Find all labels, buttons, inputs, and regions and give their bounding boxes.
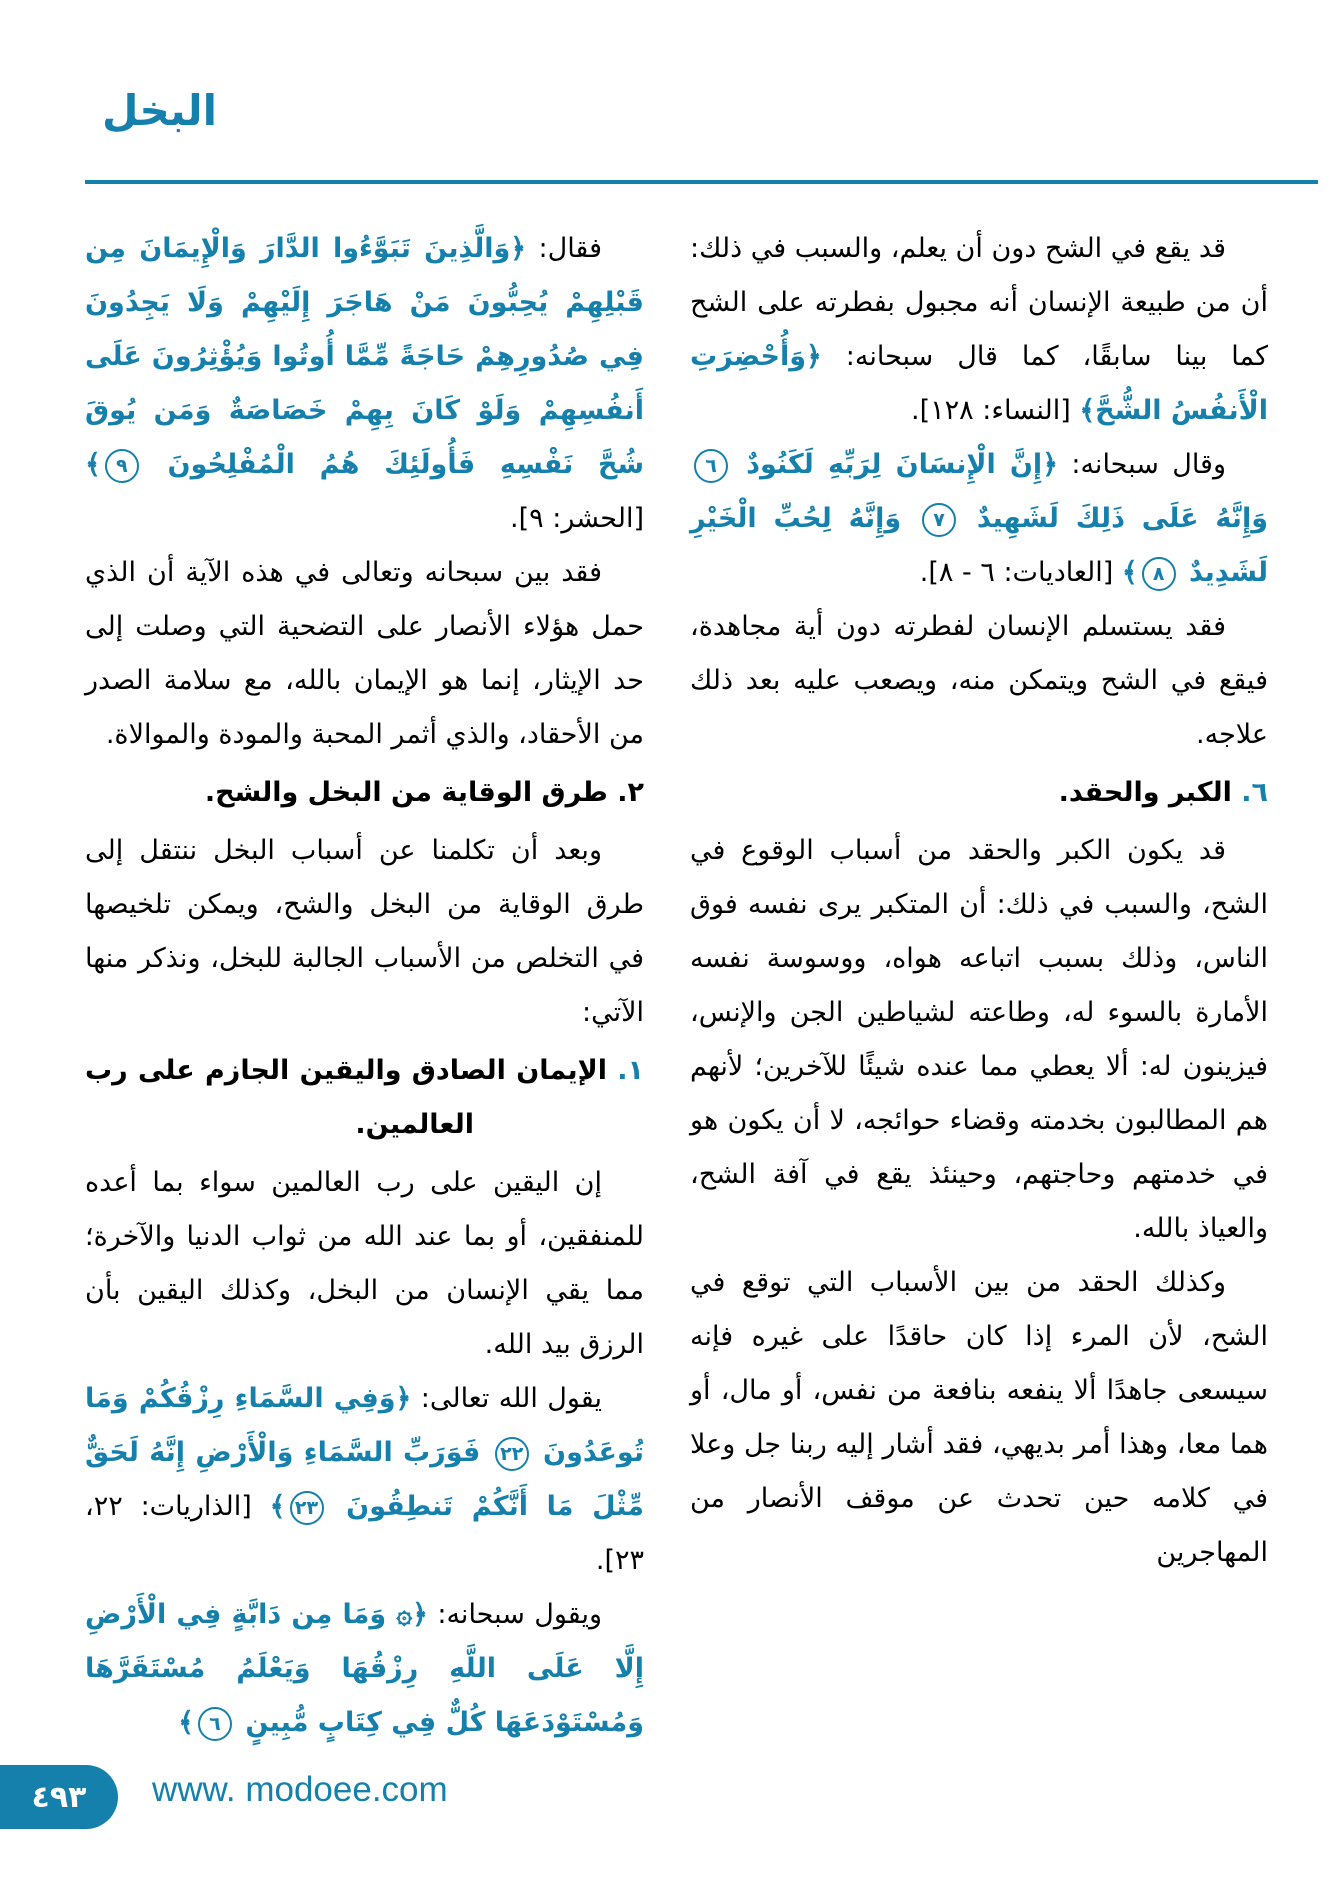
quran-verse: ﴾ [269, 1491, 286, 1522]
ayah-number-marker: ٢٢ [495, 1437, 529, 1471]
body-text: فقد يستسلم الإنسان لفطرته دون أية مجاهدة، فيقع في الشح ويتمكن منه، ويصعب عليه بعد ذلك علاجه. [690, 611, 1268, 750]
body-text: إن اليقين على رب العالمين سواء بما أعده للمنفقين، أو بما عند الله من ثواب الدنيا والآخرة؛ مما يقي الإنسان من البخل، وكذلك اليقين بأن الرزق بيد الله. [85, 1167, 644, 1360]
body-text: ويقول سبحانه: [428, 1599, 602, 1630]
verse-reference: [الحشر: ٩]. [510, 503, 644, 534]
quran-verse: ﴾ [178, 1707, 194, 1738]
verse-reference: [العاديات: ٦ - ٨]. [919, 557, 1122, 588]
quran-verse: وَإِنَّهُ عَلَى ذَلِكَ لَشَهِيدٌ [960, 503, 1268, 534]
quran-verse: ﴿۞ وَمَا مِن دَابَّةٍ فِي الْأَرْضِ إِلَّا عَلَى اللَّهِ رِزْقُهَا وَيَعْلَمُ مُسْتَقَرَّهَا وَمُسْتَوْدَعَهَا كُلٌّ فِي كِتَابٍ مُّبِينٍ [85, 1599, 644, 1738]
quran-verse: ﴿إِنَّ الْإِنسَانَ لِرَبِّهِ لَكَنُودٌ [732, 449, 1059, 480]
section-heading [85, 766, 644, 820]
ayah-number-marker: ٦ [694, 449, 728, 483]
quran-verse: فَوَرَبِّ السَّمَاءِ وَالْأَرْضِ إِنَّهُ لَحَقٌّ مِّثْلَ مَا أَنَّكُمْ تَنطِقُونَ [85, 1437, 644, 1522]
header-divider-rule [85, 180, 1318, 184]
ayah-number-marker: ٩ [105, 449, 139, 483]
quran-verse: وَإِنَّهُ لِحُبِّ الْخَيْرِ لَشَدِيدٌ [690, 503, 1268, 588]
body-text: يقول الله تعالى: [411, 1383, 602, 1414]
two-column-text-area [85, 222, 1268, 1750]
page-number-badge [0, 1765, 118, 1829]
paragraph [690, 1256, 1268, 1580]
paragraph [690, 438, 1268, 600]
heading-number: ١. [606, 1055, 644, 1086]
website-url: www. modoee.com [152, 1770, 448, 1809]
column-left [85, 222, 644, 1750]
paragraph [690, 600, 1268, 762]
body-text: قد يقع في الشح دون أن يعلم، والسبب في ذلك: أن من طبيعة الإنسان أنه مجبول بفطرته على الشح كما بينا سابقًا، كما قال سبحانه: [690, 233, 1268, 372]
body-text: قد يكون الكبر والحقد من أسباب الوقوع في الشح، والسبب في ذلك: أن المتكبر يرى نفسه فوق الناس، وذلك بسبب اتباعه هواه، ووسوسة نفسه الأمارة بالسوء له، وطاعته لشياطين الجن والإنس، فيزينون له: ألا يعطي مما عنده شيئًا للآخرين؛ لأنهم هم المطالبون بخدمته وقضاء حوائجه، لا أن يكون هو في خدمتهم وحاجتهم، وحينئذ يقع في آفة الشح، والعياذ بالله. [690, 835, 1268, 1244]
quran-verse: ﴿وَالَّذِينَ تَبَوَّءُوا الدَّارَ وَالْإِيمَانَ مِن قَبْلِهِمْ يُحِبُّونَ مَنْ هَاجَرَ إِلَيْهِمْ وَلَا يَجِدُونَ فِي صُدُورِهِمْ حَاجَةً مِّمَّا أُوتُوا وَيُؤْثِرُونَ عَلَى أَنفُسِهِمْ وَلَوْ كَانَ بِهِمْ خَصَاصَةٌ وَمَن يُوقَ شُحَّ نَفْسِهِ فَأُولَئِكَ هُمُ الْمُفْلِحُونَ [85, 233, 644, 480]
paragraph [85, 824, 644, 1040]
heading-text: ٢. طرق الوقاية من البخل والشح. [204, 777, 644, 808]
paragraph [85, 546, 644, 762]
verse-reference: [الذاريات: ٢٢، ٢٣]. [85, 1491, 644, 1576]
ayah-number-marker: ٢٣ [290, 1491, 324, 1525]
ayah-number-marker: ٦ [198, 1707, 232, 1741]
paragraph [85, 1588, 644, 1750]
paragraph [85, 1372, 644, 1588]
ayah-number-marker: ٧ [922, 503, 956, 537]
quran-verse: ﴾ [1121, 557, 1138, 588]
body-text: فقد بين سبحانه وتعالى في هذه الآية أن الذي حمل هؤلاء الأنصار على التضحية التي وصلت إلى حد الإيثار، إنما هو الإيمان بالله، مع سلامة الصدر من الأحقاد، والذي أثمر المحبة والمودة والموالاة. [85, 557, 644, 750]
paragraph [85, 1156, 644, 1372]
paragraph [690, 222, 1268, 438]
heading-text: الإيمان الصادق واليقين الجازم على رب العالمين. [85, 1055, 607, 1140]
quran-verse: ﴿وَفِي السَّمَاءِ رِزْقُكُمْ وَمَا تُوعَدُونَ [85, 1383, 644, 1468]
heading-text: الكبر والحقد. [1058, 777, 1232, 808]
column-right [690, 222, 1268, 1750]
quran-verse: ﴾ [85, 449, 101, 480]
paragraph [690, 824, 1268, 1256]
paragraph [85, 222, 644, 546]
ayah-number-marker: ٨ [1142, 557, 1176, 591]
body-text: وبعد أن تكلمنا عن أسباب البخل ننتقل إلى طرق الوقاية من البخل والشح، ويمكن تلخيصها في التخلص من الأسباب الجالبة للبخل، ونذكر منها الآتي: [85, 835, 644, 1028]
body-text: وقال سبحانه: [1058, 449, 1227, 480]
body-text: وكذلك الحقد من بين الأسباب التي توقع في الشح، لأن المرء إذا كان حاقدًا على غيره فإنه سيسعى جاهدًا ألا ينفعه بنافعة من نفس، أو مال، أو هما معا، وهذا أمر بديهي، فقد أشار إليه ربنا جل وعلا في كلامه حين تحدث عن موقف الأنصار من المهاجرين [690, 1267, 1268, 1568]
verse-reference: [النساء: ١٢٨]. [911, 395, 1080, 426]
section-heading [85, 1044, 644, 1152]
quran-verse: ﴿وَأُحْضِرَتِ الْأَنفُسُ الشُّحَّ﴾ [690, 341, 1268, 426]
body-text: فقال: [526, 233, 602, 264]
page-header-title: البخل [102, 86, 218, 135]
section-heading [690, 766, 1268, 820]
heading-number: ٦. [1231, 777, 1268, 808]
page-number: ٤٩٣ [31, 1779, 87, 1815]
